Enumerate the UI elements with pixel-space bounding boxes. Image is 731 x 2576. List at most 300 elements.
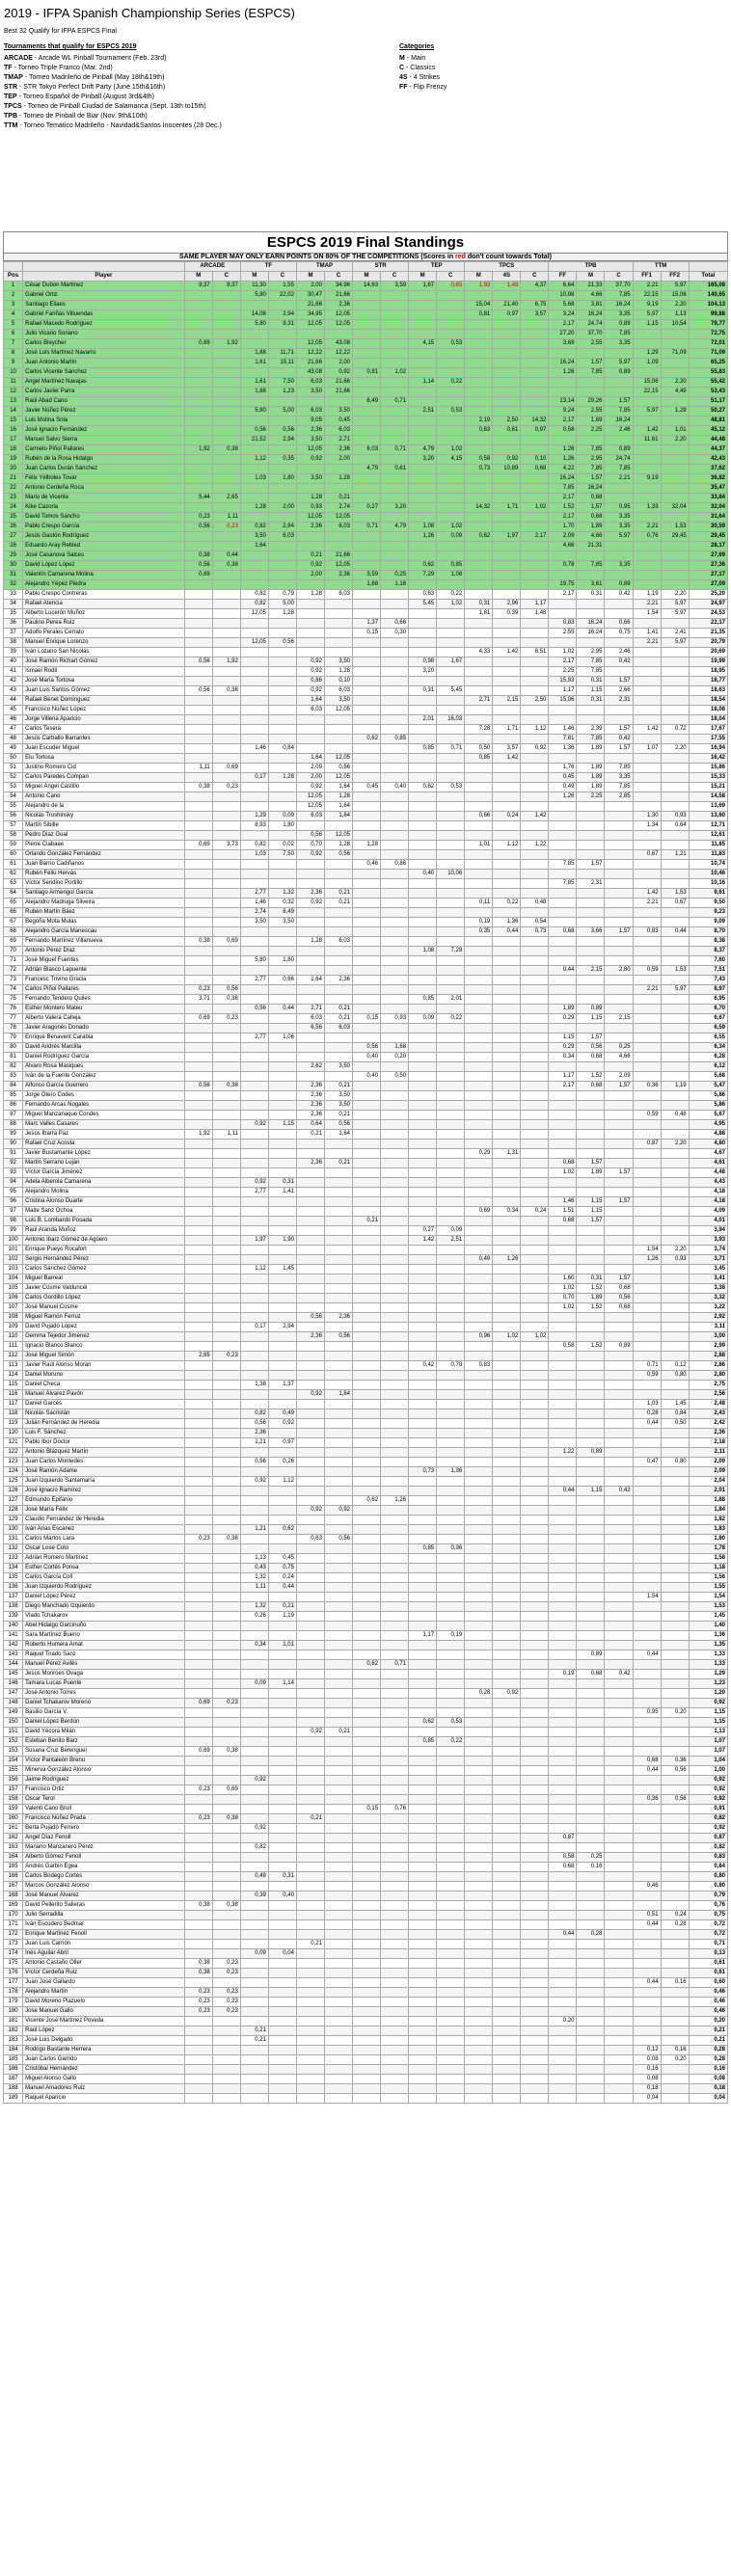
score-cell bbox=[465, 1776, 493, 1785]
score-cell bbox=[268, 339, 296, 349]
score-cell bbox=[521, 754, 549, 764]
score-cell bbox=[493, 1872, 521, 1882]
position-cell: 147 bbox=[4, 1689, 23, 1699]
score-cell bbox=[240, 831, 268, 841]
score-cell bbox=[549, 870, 577, 879]
score-cell bbox=[324, 1477, 352, 1487]
table-row bbox=[4, 1940, 728, 1949]
score-cell bbox=[240, 2046, 268, 2055]
score-cell: 3,50 bbox=[296, 388, 324, 397]
score-cell bbox=[605, 1969, 633, 1978]
score-cell: 0,81 bbox=[353, 368, 381, 378]
score-cell bbox=[324, 1602, 352, 1612]
score-cell bbox=[409, 1217, 437, 1226]
player-name-cell: Julio Vicario Soriano bbox=[23, 330, 185, 339]
score-cell: 1,64 bbox=[296, 696, 324, 706]
score-cell: 1,68 bbox=[353, 580, 381, 590]
score-cell bbox=[577, 551, 605, 561]
group-header: TEP bbox=[409, 262, 465, 272]
score-cell bbox=[240, 1747, 268, 1757]
table-row bbox=[4, 754, 728, 764]
score-cell bbox=[409, 1911, 437, 1920]
score-cell bbox=[240, 465, 268, 474]
score-cell bbox=[437, 1757, 465, 1766]
score-cell bbox=[212, 812, 240, 821]
score-cell bbox=[437, 542, 465, 551]
score-cell: 1,31 bbox=[493, 1149, 521, 1159]
score-cell bbox=[521, 1911, 549, 1920]
position-cell: 154 bbox=[4, 1757, 23, 1766]
score-cell bbox=[605, 1101, 633, 1111]
position-cell: 44 bbox=[4, 696, 23, 706]
score-cell bbox=[465, 619, 493, 629]
score-cell bbox=[212, 908, 240, 918]
position-cell: 50 bbox=[4, 754, 23, 764]
table-row bbox=[4, 1448, 728, 1458]
score-cell bbox=[409, 754, 437, 764]
score-cell bbox=[437, 1111, 465, 1120]
total-cell: 1,84 bbox=[689, 1506, 727, 1516]
score-cell: 3,50 bbox=[296, 436, 324, 445]
score-cell bbox=[212, 1911, 240, 1920]
score-cell bbox=[240, 927, 268, 937]
score-cell bbox=[521, 2094, 549, 2104]
score-cell bbox=[521, 1660, 549, 1670]
score-cell: 1,38 bbox=[240, 1381, 268, 1390]
score-cell bbox=[409, 831, 437, 841]
score-cell bbox=[465, 1602, 493, 1612]
position-cell: 53 bbox=[4, 783, 23, 792]
score-cell bbox=[521, 1120, 549, 1130]
score-cell: 0,64 bbox=[296, 1120, 324, 1130]
score-cell bbox=[493, 985, 521, 995]
score-cell bbox=[605, 1940, 633, 1949]
score-cell: 1,57 bbox=[577, 1159, 605, 1168]
score-cell bbox=[353, 1303, 381, 1313]
score-cell bbox=[521, 2046, 549, 2055]
score-cell bbox=[465, 1785, 493, 1795]
score-cell: 1,12 bbox=[268, 1477, 296, 1487]
position-cell: 184 bbox=[4, 2046, 23, 2055]
score-cell: 2,94 bbox=[268, 310, 296, 320]
score-cell bbox=[240, 1371, 268, 1381]
score-cell bbox=[184, 1072, 212, 1082]
score-cell bbox=[381, 513, 409, 523]
score-cell: 0,92 bbox=[240, 1477, 268, 1487]
score-cell bbox=[324, 1901, 352, 1911]
score-cell bbox=[465, 1650, 493, 1660]
score-cell bbox=[381, 609, 409, 619]
score-cell bbox=[240, 1361, 268, 1371]
score-cell bbox=[212, 1516, 240, 1525]
score-cell bbox=[577, 1419, 605, 1429]
score-cell bbox=[296, 2017, 324, 2026]
score-cell bbox=[661, 1824, 689, 1834]
score-cell bbox=[465, 397, 493, 407]
score-cell: 0,21 bbox=[268, 1602, 296, 1612]
score-cell bbox=[661, 1506, 689, 1516]
score-cell bbox=[661, 1998, 689, 2007]
score-cell: 0,68 bbox=[577, 1670, 605, 1679]
score-cell bbox=[521, 1785, 549, 1795]
player-name-cell: Begoña Mota Mulas bbox=[23, 918, 185, 927]
score-cell bbox=[633, 580, 661, 590]
score-cell: 3,50 bbox=[324, 657, 352, 667]
score-cell bbox=[493, 1130, 521, 1140]
score-cell: 1,57 bbox=[577, 860, 605, 870]
score-cell bbox=[409, 764, 437, 773]
score-cell: 4,79 bbox=[409, 445, 437, 455]
score-cell bbox=[324, 1959, 352, 1969]
score-cell bbox=[184, 1005, 212, 1014]
score-cell bbox=[577, 1564, 605, 1573]
score-cell bbox=[296, 1236, 324, 1246]
score-cell bbox=[661, 494, 689, 503]
total-cell: 15,21 bbox=[689, 783, 727, 792]
score-cell bbox=[353, 648, 381, 657]
score-cell: 0,67 bbox=[633, 850, 661, 860]
score-cell bbox=[549, 1689, 577, 1699]
score-cell: 1,26 bbox=[409, 532, 437, 542]
score-cell bbox=[296, 1949, 324, 1959]
score-cell bbox=[493, 1708, 521, 1718]
total-cell: 0,21 bbox=[689, 2026, 727, 2036]
player-name-cell: Francisco Núñez López bbox=[23, 706, 185, 715]
score-cell bbox=[437, 1313, 465, 1323]
score-cell bbox=[353, 1159, 381, 1168]
total-cell: 1,83 bbox=[689, 1525, 727, 1535]
score-cell bbox=[493, 1593, 521, 1602]
score-cell bbox=[296, 1255, 324, 1265]
player-name-cell: Mariano Manzanero Pérez bbox=[23, 1843, 185, 1853]
score-cell bbox=[268, 1390, 296, 1400]
score-cell bbox=[184, 1593, 212, 1602]
score-cell: 0,27 bbox=[409, 1226, 437, 1236]
score-cell: 1,15 bbox=[268, 1120, 296, 1130]
score-cell bbox=[633, 1005, 661, 1014]
total-cell: 5,47 bbox=[689, 1082, 727, 1091]
score-cell: 6,03 bbox=[353, 445, 381, 455]
score-cell bbox=[465, 1573, 493, 1583]
score-cell: 1,02 bbox=[549, 1303, 577, 1313]
score-cell bbox=[493, 1573, 521, 1583]
score-cell bbox=[493, 1949, 521, 1959]
score-cell bbox=[493, 1969, 521, 1978]
table-row bbox=[4, 1361, 728, 1371]
score-cell: 29,45 bbox=[661, 532, 689, 542]
score-cell: 0,89 bbox=[577, 1005, 605, 1014]
score-cell bbox=[521, 956, 549, 966]
total-cell: 8,70 bbox=[689, 927, 727, 937]
score-cell: 2,96 bbox=[493, 600, 521, 609]
score-cell bbox=[353, 513, 381, 523]
score-cell bbox=[240, 686, 268, 696]
score-cell: 0,56 bbox=[324, 1535, 352, 1544]
table-row bbox=[4, 330, 728, 339]
score-cell bbox=[465, 1882, 493, 1892]
score-cell bbox=[465, 657, 493, 667]
score-cell: 3,20 bbox=[409, 455, 437, 465]
player-name-cell: Gabriel Fariñas Villuendas bbox=[23, 310, 185, 320]
score-cell bbox=[633, 1303, 661, 1313]
table-row bbox=[4, 561, 728, 571]
score-cell bbox=[409, 648, 437, 657]
player-name-cell: José Luis Martínez Navarro bbox=[23, 349, 185, 359]
score-cell: 0,86 bbox=[296, 677, 324, 686]
score-cell bbox=[549, 985, 577, 995]
score-cell bbox=[353, 1583, 381, 1593]
score-cell bbox=[661, 976, 689, 985]
position-cell: 9 bbox=[4, 359, 23, 368]
score-cell bbox=[521, 1699, 549, 1708]
score-cell: 3,50 bbox=[324, 1091, 352, 1101]
table-row bbox=[4, 648, 728, 657]
total-cell: 0,46 bbox=[689, 1988, 727, 1998]
score-cell: 1,57 bbox=[605, 725, 633, 735]
score-cell bbox=[549, 1892, 577, 1901]
score-cell bbox=[493, 1785, 521, 1795]
total-cell: 2,80 bbox=[689, 1371, 727, 1381]
score-cell: 7,85 bbox=[577, 735, 605, 744]
score-cell bbox=[661, 580, 689, 590]
score-cell: 7,85 bbox=[549, 484, 577, 494]
score-cell bbox=[381, 1814, 409, 1824]
score-cell bbox=[577, 1525, 605, 1535]
score-cell bbox=[521, 1622, 549, 1631]
score-cell bbox=[184, 368, 212, 378]
score-cell bbox=[549, 1458, 577, 1467]
score-cell bbox=[240, 2075, 268, 2084]
score-cell bbox=[296, 638, 324, 648]
score-cell bbox=[353, 436, 381, 445]
score-cell bbox=[465, 590, 493, 600]
score-cell bbox=[437, 484, 465, 494]
score-cell: 0,44 bbox=[493, 927, 521, 937]
score-cell: 6,03 bbox=[324, 523, 352, 532]
score-cell bbox=[577, 1728, 605, 1737]
score-cell bbox=[409, 879, 437, 889]
score-cell: 0,21 bbox=[240, 2026, 268, 2036]
position-cell: 172 bbox=[4, 1930, 23, 1940]
score-cell bbox=[184, 1091, 212, 1101]
score-cell bbox=[212, 802, 240, 812]
score-cell: 2,36 bbox=[296, 1101, 324, 1111]
score-cell bbox=[521, 1988, 549, 1998]
score-cell: 12,05 bbox=[324, 310, 352, 320]
score-cell bbox=[633, 542, 661, 551]
score-cell: 0,21 bbox=[353, 1217, 381, 1226]
score-cell bbox=[465, 1998, 493, 2007]
score-cell bbox=[381, 2046, 409, 2055]
score-cell: 71,09 bbox=[661, 349, 689, 359]
score-cell: 10,98 bbox=[549, 291, 577, 301]
table-row bbox=[4, 600, 728, 609]
score-cell bbox=[437, 1940, 465, 1949]
score-cell bbox=[577, 1998, 605, 2007]
score-cell bbox=[633, 1525, 661, 1535]
score-cell bbox=[324, 1689, 352, 1699]
score-cell bbox=[577, 388, 605, 397]
score-cell: 1,90 bbox=[268, 1236, 296, 1246]
score-cell: 2,77 bbox=[240, 976, 268, 985]
player-name-cell: Adela Alberola Camarena bbox=[23, 1178, 185, 1188]
player-name-cell: Gabriel Ortiz bbox=[23, 291, 185, 301]
table-row bbox=[4, 1120, 728, 1130]
player-name-cell: Ángel Martínez Navajas bbox=[23, 378, 185, 388]
score-cell: 0,09 bbox=[409, 1014, 437, 1024]
score-cell bbox=[521, 1381, 549, 1390]
score-cell bbox=[633, 1323, 661, 1332]
score-cell bbox=[353, 1400, 381, 1409]
score-cell bbox=[493, 1737, 521, 1747]
player-name-cell: Cristina Alonso Duarte bbox=[23, 1197, 185, 1207]
table-row bbox=[4, 735, 728, 744]
position-cell: 174 bbox=[4, 1949, 23, 1959]
score-cell bbox=[633, 947, 661, 956]
score-cell bbox=[437, 1969, 465, 1978]
header-pos-group bbox=[4, 262, 23, 272]
score-cell bbox=[409, 792, 437, 802]
score-cell bbox=[521, 542, 549, 551]
score-cell bbox=[353, 1033, 381, 1043]
score-cell bbox=[212, 754, 240, 764]
table-row bbox=[4, 1814, 728, 1824]
score-cell bbox=[493, 542, 521, 551]
player-name-cell: Adrián Romero Martínez bbox=[23, 1554, 185, 1564]
score-cell: 0,30 bbox=[381, 629, 409, 638]
score-cell bbox=[184, 1381, 212, 1390]
score-cell bbox=[661, 1631, 689, 1641]
score-cell bbox=[577, 1776, 605, 1785]
score-cell bbox=[493, 1747, 521, 1757]
score-cell bbox=[577, 2046, 605, 2055]
score-cell: 0,70 bbox=[549, 1294, 577, 1303]
score-cell: 43,08 bbox=[296, 368, 324, 378]
score-cell bbox=[184, 821, 212, 831]
score-cell bbox=[409, 1949, 437, 1959]
score-cell bbox=[605, 1863, 633, 1872]
score-cell bbox=[577, 1737, 605, 1747]
score-cell: 0,50 bbox=[381, 1072, 409, 1082]
score-cell bbox=[465, 1082, 493, 1091]
score-cell bbox=[268, 1275, 296, 1284]
score-cell bbox=[661, 735, 689, 744]
score-cell: 0,73 bbox=[521, 927, 549, 937]
table-row bbox=[4, 494, 728, 503]
score-cell bbox=[633, 1564, 661, 1573]
score-cell bbox=[521, 1612, 549, 1622]
score-cell bbox=[465, 1766, 493, 1776]
score-cell bbox=[465, 715, 493, 725]
score-cell bbox=[521, 995, 549, 1005]
score-cell bbox=[465, 1843, 493, 1853]
score-cell bbox=[437, 1120, 465, 1130]
total-cell: 48,81 bbox=[689, 416, 727, 426]
player-name-cell: Raúl López bbox=[23, 2026, 185, 2036]
score-cell bbox=[381, 1111, 409, 1120]
table-row bbox=[4, 956, 728, 966]
score-cell bbox=[493, 1650, 521, 1660]
table-row bbox=[4, 445, 728, 455]
score-cell bbox=[577, 1920, 605, 1930]
total-cell: 8,37 bbox=[689, 947, 727, 956]
score-cell bbox=[268, 1757, 296, 1766]
score-cell bbox=[577, 1689, 605, 1699]
score-cell: 1,23 bbox=[268, 388, 296, 397]
score-cell bbox=[409, 1303, 437, 1313]
score-cell bbox=[353, 667, 381, 677]
score-cell bbox=[324, 2046, 352, 2055]
position-cell: 188 bbox=[4, 2084, 23, 2094]
score-cell bbox=[184, 1140, 212, 1149]
player-name-cell: Víctor Pantaleón Brenu bbox=[23, 1757, 185, 1766]
total-cell: 71,09 bbox=[689, 349, 727, 359]
score-cell bbox=[268, 1111, 296, 1120]
score-cell: 0,68 bbox=[521, 465, 549, 474]
player-name-cell: Alberto Lucerón Muñoz bbox=[23, 609, 185, 619]
score-cell bbox=[268, 1920, 296, 1930]
score-cell bbox=[296, 1901, 324, 1911]
score-cell bbox=[268, 1940, 296, 1949]
score-cell bbox=[549, 841, 577, 850]
score-cell bbox=[465, 1053, 493, 1062]
score-cell bbox=[605, 802, 633, 812]
tournament-item bbox=[4, 121, 222, 131]
table-row bbox=[4, 320, 728, 330]
player-name-cell: Daniel López Berdún bbox=[23, 1718, 185, 1728]
score-cell bbox=[437, 1959, 465, 1969]
player-name-cell: Daniel Garcés bbox=[23, 1400, 185, 1409]
score-cell bbox=[577, 609, 605, 619]
score-cell bbox=[577, 841, 605, 850]
score-cell bbox=[633, 416, 661, 426]
score-cell bbox=[661, 1159, 689, 1168]
score-cell bbox=[353, 1448, 381, 1458]
score-cell bbox=[409, 1111, 437, 1120]
score-cell: 2,20 bbox=[661, 301, 689, 310]
score-cell bbox=[409, 1843, 437, 1853]
score-cell bbox=[240, 754, 268, 764]
score-cell bbox=[521, 735, 549, 744]
score-cell bbox=[240, 1313, 268, 1323]
score-cell bbox=[493, 388, 521, 397]
score-cell bbox=[324, 2026, 352, 2036]
score-cell: 0,62 bbox=[465, 532, 493, 542]
score-cell: 1,19 bbox=[661, 1082, 689, 1091]
score-cell bbox=[381, 320, 409, 330]
table-row bbox=[4, 1776, 728, 1785]
score-cell bbox=[409, 2036, 437, 2046]
score-cell bbox=[324, 1554, 352, 1564]
score-cell: 0,31 bbox=[577, 590, 605, 600]
score-cell bbox=[521, 1650, 549, 1660]
score-cell bbox=[465, 388, 493, 397]
score-cell bbox=[577, 1641, 605, 1650]
score-cell bbox=[437, 1140, 465, 1149]
score-cell bbox=[465, 1535, 493, 1544]
score-cell bbox=[240, 677, 268, 686]
score-cell bbox=[549, 1612, 577, 1622]
total-cell: 37,62 bbox=[689, 465, 727, 474]
score-cell: 1,02 bbox=[437, 523, 465, 532]
player-name-cell: Adrián Blasco Lapuente bbox=[23, 966, 185, 976]
position-cell: 162 bbox=[4, 1834, 23, 1843]
group-header: TPB bbox=[549, 262, 633, 272]
score-cell bbox=[381, 1766, 409, 1776]
score-cell: 2,36 bbox=[324, 976, 352, 985]
score-cell bbox=[296, 2065, 324, 2075]
score-cell bbox=[184, 773, 212, 783]
